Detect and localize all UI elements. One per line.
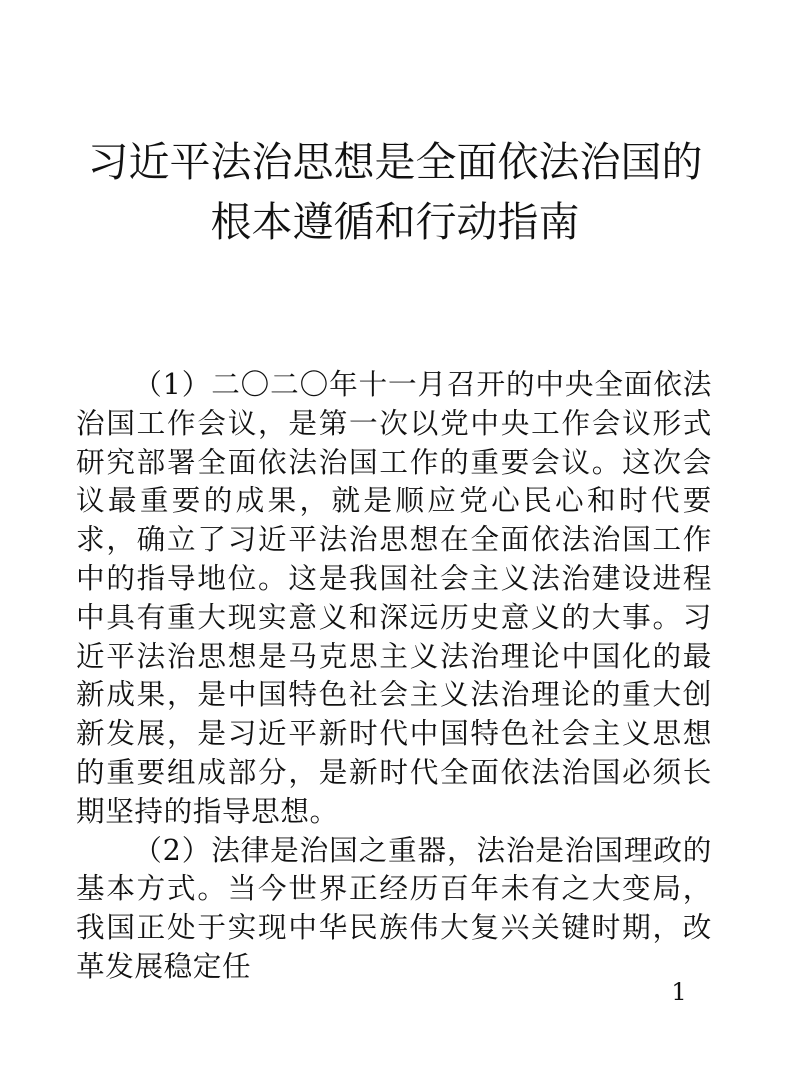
paragraph-1: （1）二〇二〇年十一月召开的中央全面依法治国工作会议，是第一次以党中央工作会议形式研究部署全面依法治国工作的重要会议。这次会议最重要的成果，就是顺应党心民心和时代要求，确立了习近平法治思想在全面依法治国工作中的指导地位。这是我国社会主义法治建设进程中具有重大现实意义和深远历史意义的大事。习近平法治思想是马克思主义法治理论中国化的最新成果，是中国特色社会主义法治理论的重大创新发展，是习近平新时代中国特色社会主义思想的重要组成部分，是新时代全面依法治国必须长期坚持的指导思想。 bbox=[76, 367, 712, 828]
title-line-1: 习近平法治思想是全面依法治国的 bbox=[87, 138, 703, 186]
page-number: 1 bbox=[671, 978, 687, 1006]
document-title bbox=[0, 132, 790, 252]
title-line-2: 根本遵循和行动指南 bbox=[210, 198, 580, 246]
paragraph-2: （2）法律是治国之重器，法治是治国理政的基本方式。当今世界正经历百年未有之大变局，我国正处于实现中华民族伟大复兴关键时期，改革发展稳定任 bbox=[76, 832, 712, 983]
document-body bbox=[76, 365, 712, 986]
